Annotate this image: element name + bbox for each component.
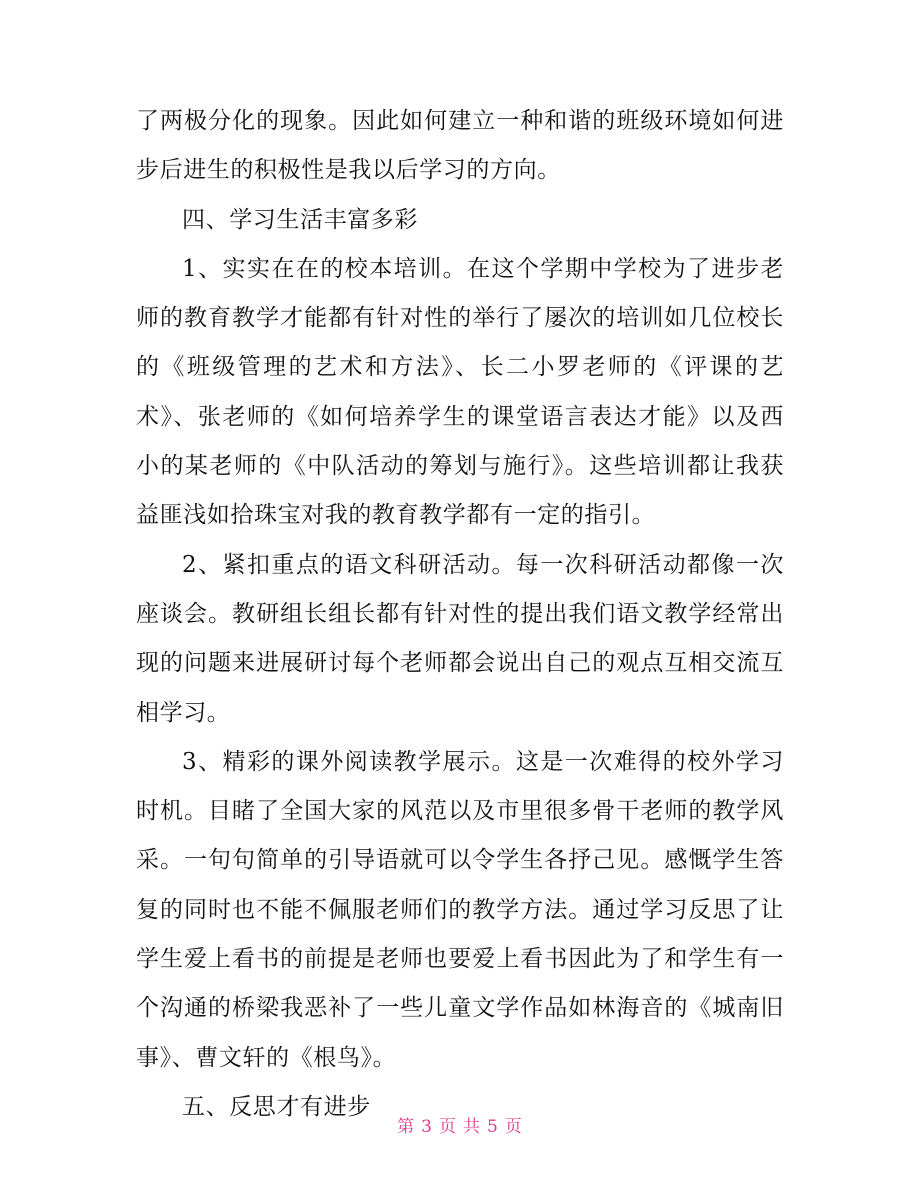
- page-footer: [0, 1112, 920, 1137]
- document-body: [136, 97, 784, 1132]
- paragraph-reading-showcase: 3、精彩的课外阅读教学展示。这是一次难得的校外学习时机。目睹了全国大家的风范以及市里很多骨干老师的教学风采。一句句简单的引导语就可以令学生各抒己见。感慨学生答复的同时也不能不佩服老师们的教学方法。通过学习反思了让学生爱上看书的前提是老师也要爱上看书因此为了和学生有一个沟通的桥梁我恶补了一些儿童文学作品如林海音的《城南旧事》、曹文轩的《根鸟》。: [136, 748, 784, 1071]
- paragraph-continuation: 了两极分化的现象。因此如何建立一种和谐的班级环境如何进步后进生的积极性是我以后学习的方向。: [136, 108, 784, 184]
- section-heading-five: 五、反思才有进步: [182, 1093, 371, 1120]
- footer-page-word: 页: [439, 1117, 457, 1137]
- paragraph-school-training: 1、实实在在的校本培训。在这个学期中学校为了进步老师的教育教学才能都有针对性的举行了屡次的培训如几位校长的《班级管理的艺术和方法》、长二小罗老师的《评课的艺术》、张老师的《如何培养学生的课堂语言表达才能》以及西小的某老师的《中队活动的筹划与施行》。这些培训都让我获益匪浅如拾珠宝对我的教育教学都有一定的指引。: [136, 255, 784, 529]
- footer-prefix: 第: [397, 1117, 416, 1137]
- footer-total-word: 共: [463, 1117, 481, 1137]
- section-heading-four: 四、学习生活丰富多彩: [182, 206, 418, 233]
- footer-suffix: 页: [504, 1117, 523, 1137]
- footer-total-pages: 5: [487, 1117, 499, 1137]
- paragraph-research-activity: 2、紧扣重点的语文科研活动。每一次科研活动都像一次座谈会。教研组长组长都有针对性的提出我们语文教学经常出现的问题来进展研讨每个老师都会说出自己的观点互相交流互相学习。: [136, 551, 784, 726]
- footer-current-page: 3: [421, 1117, 433, 1137]
